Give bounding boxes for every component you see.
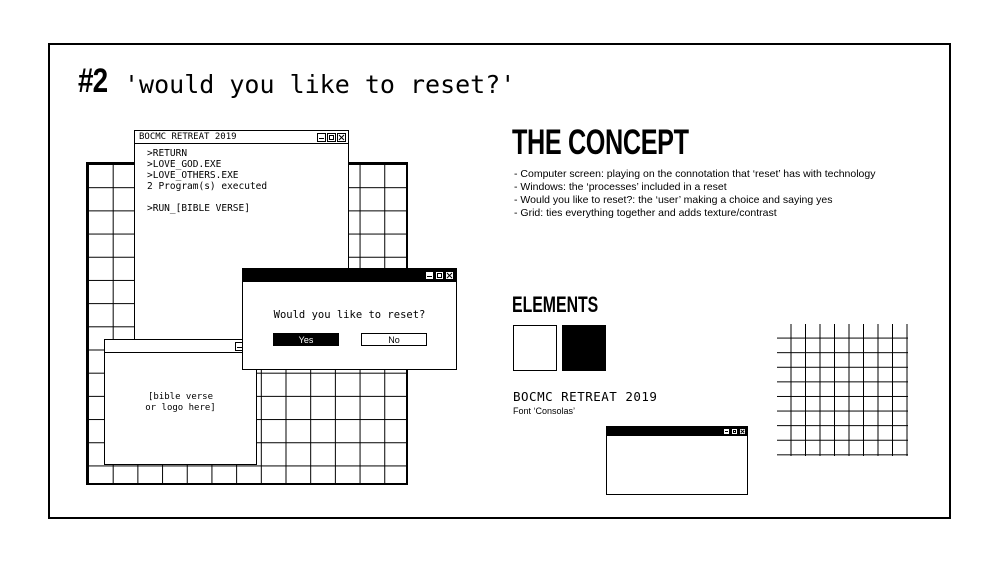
slide-number: #2 [78, 62, 108, 100]
example-window [606, 426, 748, 495]
list-item: - Computer screen: playing on the connotation that ‘reset’ has with technology [514, 168, 876, 180]
verse-placeholder: [bible verse or logo here] [145, 392, 216, 413]
example-titlebar[interactable] [607, 427, 747, 436]
close-icon[interactable] [445, 271, 454, 280]
terminal-output: >RETURN >LOVE_GOD.EXE >LOVE_OTHERS.EXE 2 Program(s) executed >RUN_[BIBLE VERSE] [147, 148, 268, 214]
grid-sample [777, 324, 908, 456]
close-icon[interactable] [739, 428, 746, 435]
verse-titlebar[interactable] [105, 340, 256, 353]
minimize-icon[interactable] [317, 133, 326, 142]
maximize-icon[interactable] [327, 133, 336, 142]
verse-window [104, 339, 257, 465]
concept-heading: THE CONCEPT [512, 123, 689, 162]
black-swatch [562, 325, 606, 371]
no-button[interactable]: No [361, 333, 427, 346]
close-icon[interactable] [337, 133, 346, 142]
terminal-titlebar[interactable] [135, 131, 348, 144]
white-swatch [513, 325, 557, 371]
minimize-icon[interactable] [723, 428, 730, 435]
list-item: - Windows: the ‘processes’ included in a reset [514, 181, 727, 193]
reset-dialog [242, 268, 457, 370]
font-name: Font ‘Consolas’ [513, 406, 576, 416]
dialog-question: Would you like to reset? [273, 309, 426, 321]
terminal-title: BOCMC RETREAT 2019 [139, 132, 237, 142]
concept-list [514, 168, 899, 220]
maximize-icon[interactable] [435, 271, 444, 280]
maximize-icon[interactable] [731, 428, 738, 435]
slide-title: 'would you like to reset?' [124, 70, 516, 99]
list-item: - Grid: ties everything together and adds texture/contrast [514, 207, 777, 219]
minimize-icon[interactable] [425, 271, 434, 280]
elements-heading: ELEMENTS [512, 292, 599, 317]
yes-button[interactable]: Yes [273, 333, 339, 346]
font-sample: BOCMC RETREAT 2019 [513, 389, 658, 404]
dialog-titlebar[interactable] [243, 269, 456, 282]
list-item: - Would you like to reset?: the ‘user’ making a choice and saying yes [514, 194, 833, 206]
